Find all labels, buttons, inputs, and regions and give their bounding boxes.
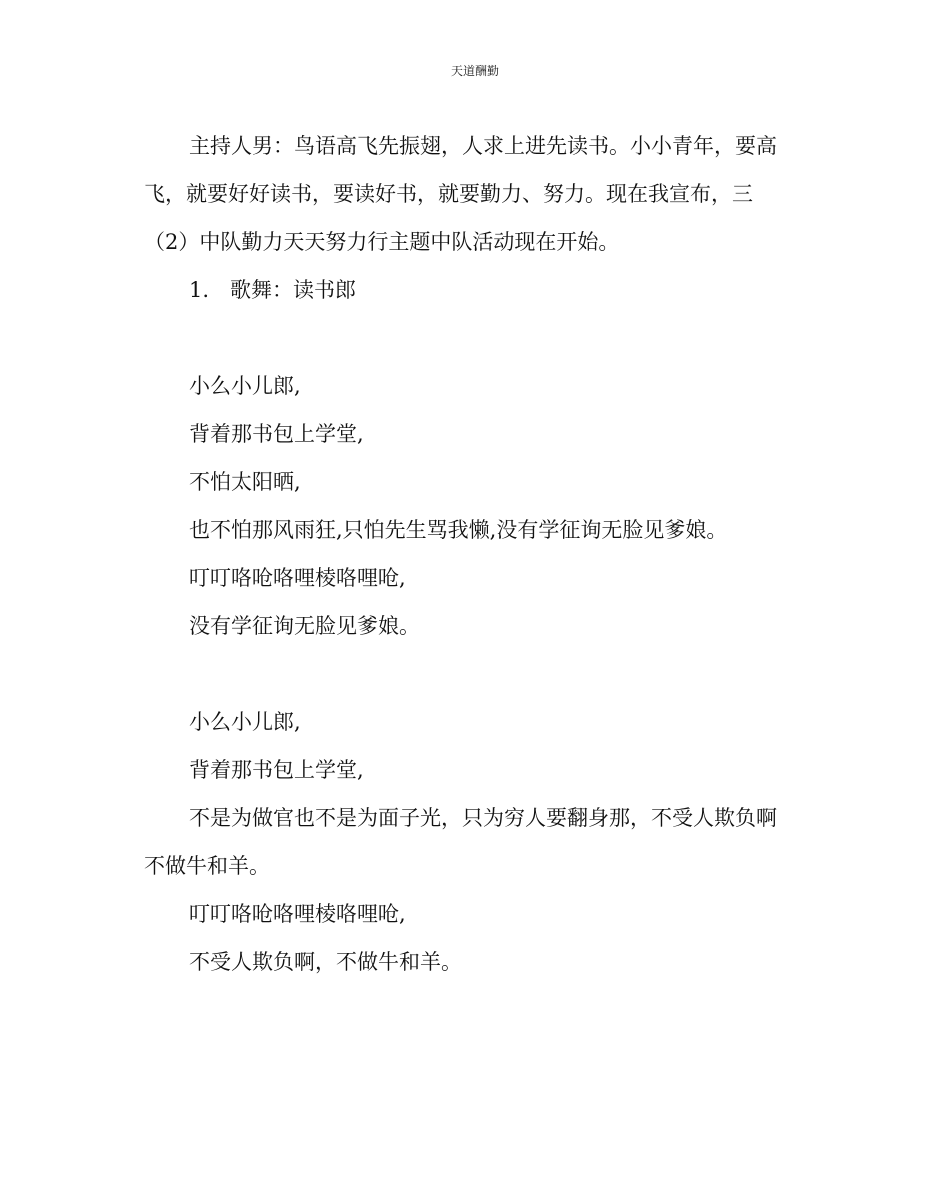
section-heading: 1. 歌舞：读书郎 (189, 278, 357, 302)
blank-line (144, 658, 806, 706)
lyric-line: 不受人欺负啊，不做牛和羊。 (189, 950, 462, 974)
page-header: 天道酬勤 (450, 64, 499, 78)
lyric-line: 也不怕那风雨狂,只怕先生骂我懒,没有学征询无脸见爹娘。 (189, 518, 728, 542)
lyric-line: 没有学征询无脸见爹娘。 (189, 614, 420, 638)
lyric-line: 背着那书包上学堂, (189, 758, 364, 782)
lyric-line: 不怕太阳晒, (189, 470, 301, 494)
lyric-line: 小么小儿郎, (189, 710, 301, 734)
lyric-line: 叮叮咯呛咯哩棱咯哩呛, (189, 566, 406, 590)
lyric-line: 小么小儿郎, (189, 374, 301, 398)
paragraph-line: （2）中队勤力天天努力行主题中队活动现在开始。 (144, 230, 620, 254)
lyric-line: 背着那书包上学堂, (189, 422, 364, 446)
lyric-line: 不是为做官也不是为面子光，只为穷人要翻身那，不受人欺负啊 (189, 806, 777, 830)
document-body (144, 130, 806, 994)
lyric-line: 不做牛和羊。 (144, 854, 270, 878)
lyric-line: 叮叮咯呛咯哩棱咯哩呛, (189, 902, 406, 926)
blank-line (144, 322, 806, 370)
paragraph-line: 飞，就要好好读书，要读好书，就要勤力、努力。现在我宣布，三 (144, 182, 753, 206)
paragraph-line: 主持人男：鸟语高飞先振翅，人求上进先读书。小小青年，要高 (189, 134, 777, 158)
